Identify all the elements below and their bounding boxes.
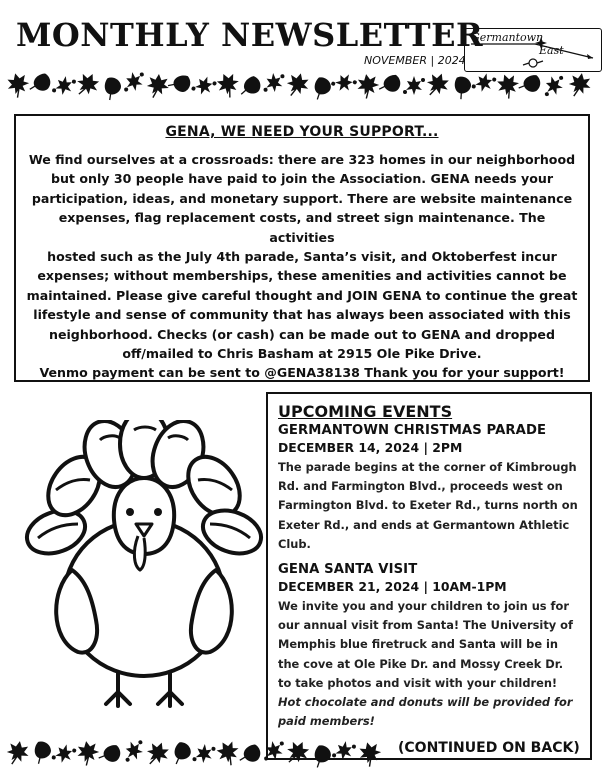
support-heading: GENA, WE NEED YOUR SUPPORT... (165, 124, 439, 140)
autumn-leaves-border-bottom (0, 732, 400, 772)
support-line: off/mailed to Chris Basham at 2915 Ole Pike Drive. (122, 346, 482, 362)
leaf-row (5, 737, 384, 769)
masthead (12, 12, 594, 67)
event-date: DECEMBER 14, 2024 | 2PM (278, 440, 463, 455)
support-appeal-box (14, 114, 590, 382)
support-line: Venmo payment can be sent to @GENA38138 Thank you for your support! (39, 365, 565, 381)
issue-date: NOVEMBER | 2024 (364, 54, 466, 67)
support-line: hosted such as the July 4th parade, Santa’s visit, and Oktoberfest incur (47, 249, 557, 265)
event-name: GENA SANTA VISIT (278, 562, 418, 578)
support-line: expenses; without memberships, these amenities and activities cannot be (37, 268, 567, 284)
support-line: but only 30 people have paid to join the Association. GENA needs your (50, 171, 554, 187)
autumn-leaves-border-top (0, 64, 606, 104)
support-line: lifestyle and sense of community that has always been associated with this (33, 307, 571, 323)
logo-east-text: East (539, 44, 564, 57)
support-line: participation, ideas, and monetary support. There are website maintenance (31, 190, 573, 206)
support-line: We find ourselves at a crossroads: there are 323 homes in our neighborhood (28, 152, 576, 167)
leaf-row (5, 69, 593, 101)
logo-germantown-text: Germantown (471, 31, 544, 44)
turkey-icon (20, 420, 270, 710)
event-date: DECEMBER 21, 2024 | 10AM-1PM (278, 579, 507, 595)
event-note: Hot chocolate and donuts will be provided for paid members! (278, 695, 573, 729)
support-body (24, 150, 580, 383)
newsletter-title: MONTHLY NEWSLETTER (16, 16, 484, 54)
event-description: We invite you and your children to join us for our annual visit from Santa! The University of Memphis blue firetruck and Santa will be in the cove at Ole Pike Dr. and Mossy Creek Dr. to take photos and visit with your children! (278, 599, 573, 690)
event-name: GERMANTOWN CHRISTMAS PARADE (278, 423, 547, 438)
event-christmas-parade (278, 423, 580, 554)
support-line: neighborhood. Checks (or cash) can be made out to GENA and dropped (48, 326, 555, 342)
event-description: The parade begins at the corner of Kimbrough Rd. and Farmington Blvd., proceeds west on Farmington Blvd. to Exeter Rd., turns north on Exeter Rd., and ends at Germantown Athletic Club. (278, 460, 578, 551)
upcoming-events-box (266, 392, 592, 760)
continued-on-back: (CONTINUED ON BACK) (398, 740, 580, 756)
support-line: expenses, flag replacement costs, and street sign maintenance. The activities (58, 210, 546, 245)
events-title: UPCOMING EVENTS (278, 402, 453, 421)
event-santa-visit (278, 562, 580, 731)
support-line: maintained. Please give careful thought and JOIN GENA to continue the great (26, 287, 578, 303)
